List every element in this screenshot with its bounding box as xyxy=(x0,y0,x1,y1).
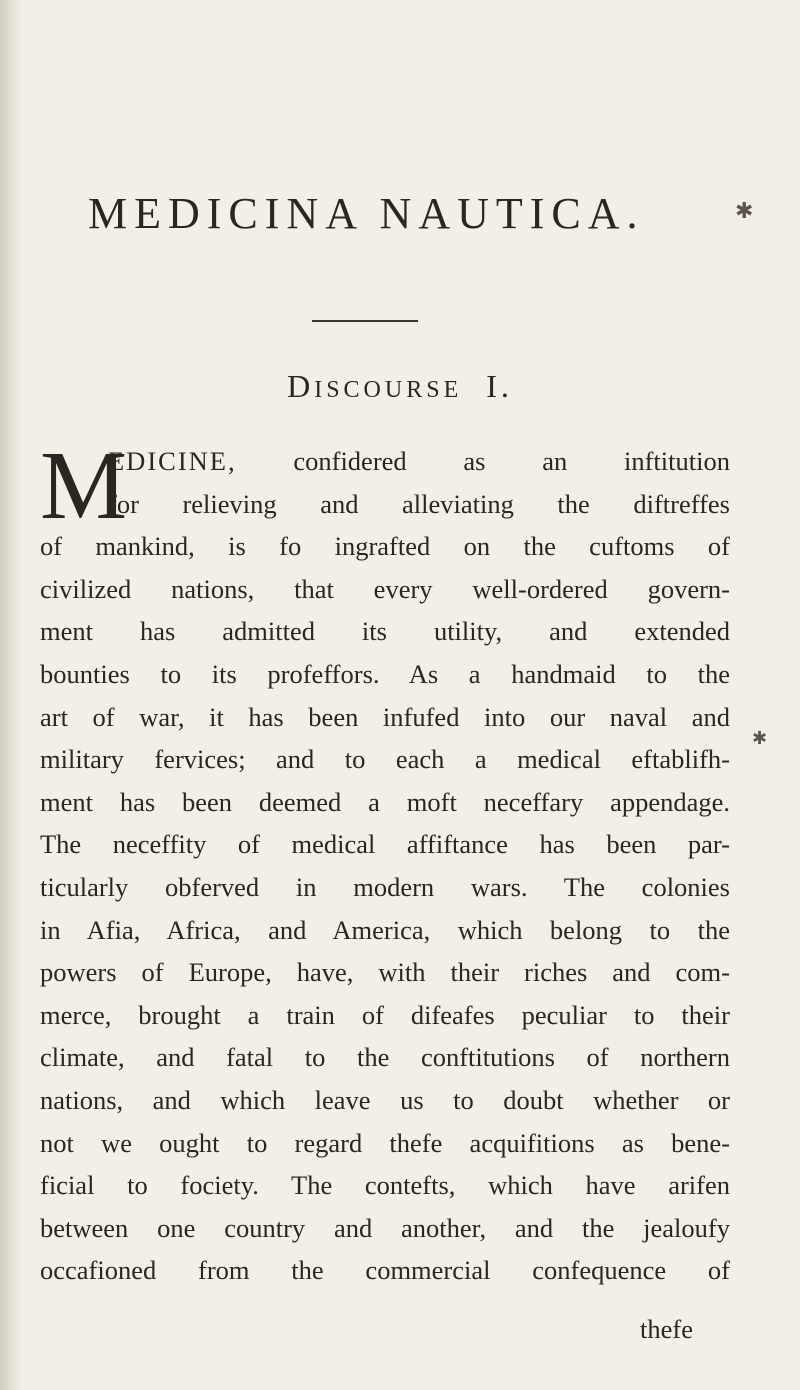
text-line: civilized nations, that every well-ordered govern- xyxy=(40,573,730,604)
text-line: climate, and fatal to the conftitutions of northern xyxy=(40,1042,730,1073)
text-line: nations, and which leave us to doubt whether or xyxy=(40,1084,730,1115)
text-line xyxy=(40,440,730,483)
ink-speck: ✱ xyxy=(735,198,754,223)
text-line: art of war, it has been infufed into our naval and xyxy=(40,701,730,732)
first-word-caps: EDICINE, xyxy=(108,446,237,476)
text-line: ficial to fociety. The contefts, which have arifen xyxy=(40,1170,730,1201)
text-line: The neceffity of medical affiftance has been par- xyxy=(40,829,730,860)
ornamental-rule xyxy=(312,320,418,322)
running-head: MEDICINA NAUTICA. xyxy=(88,189,645,238)
heading-numeral: I. xyxy=(486,368,513,404)
text-line: bounties to its profeffors. As a handmaid to the xyxy=(40,658,730,689)
text-line: of mankind, is fo ingrafted on the cuftoms of xyxy=(40,531,730,562)
text-line: in Afia, Africa, and America, which belong to the xyxy=(40,914,730,945)
text-line: ticularly obferved in modern wars. The colonies xyxy=(40,871,730,902)
gutter-shadow xyxy=(0,0,22,1390)
text-line: occafioned from the commercial confequence of xyxy=(40,1255,730,1286)
heading-first-letter: D xyxy=(287,368,315,404)
text-line: between one country and another, and the jealoufy xyxy=(40,1212,730,1243)
catchword: thefe xyxy=(640,1314,693,1344)
text-line: merce, brought a train of difeafes peculiar to their xyxy=(40,999,730,1030)
first-line-rest: confidered as an inftitution xyxy=(293,446,730,476)
text-line: ment has admitted its utility, and extended xyxy=(40,616,730,647)
ink-speck: ✱ xyxy=(752,728,768,748)
text-line: ment has been deemed a moft neceffary appendage. xyxy=(40,786,730,817)
section-heading xyxy=(0,368,800,405)
text-line: military fervices; and to each a medical eftablifh- xyxy=(40,744,730,775)
text-line: for relieving and alleviating the diftreffes xyxy=(108,488,730,519)
body-paragraph xyxy=(40,432,730,1292)
heading-word-rest: ISCOURSE xyxy=(314,377,463,403)
drop-cap: M xyxy=(40,432,128,540)
text-line: not we ought to regard thefe acquifitions as bene- xyxy=(40,1127,730,1158)
text-line: powers of Europe, have, with their riches and com- xyxy=(40,957,730,988)
